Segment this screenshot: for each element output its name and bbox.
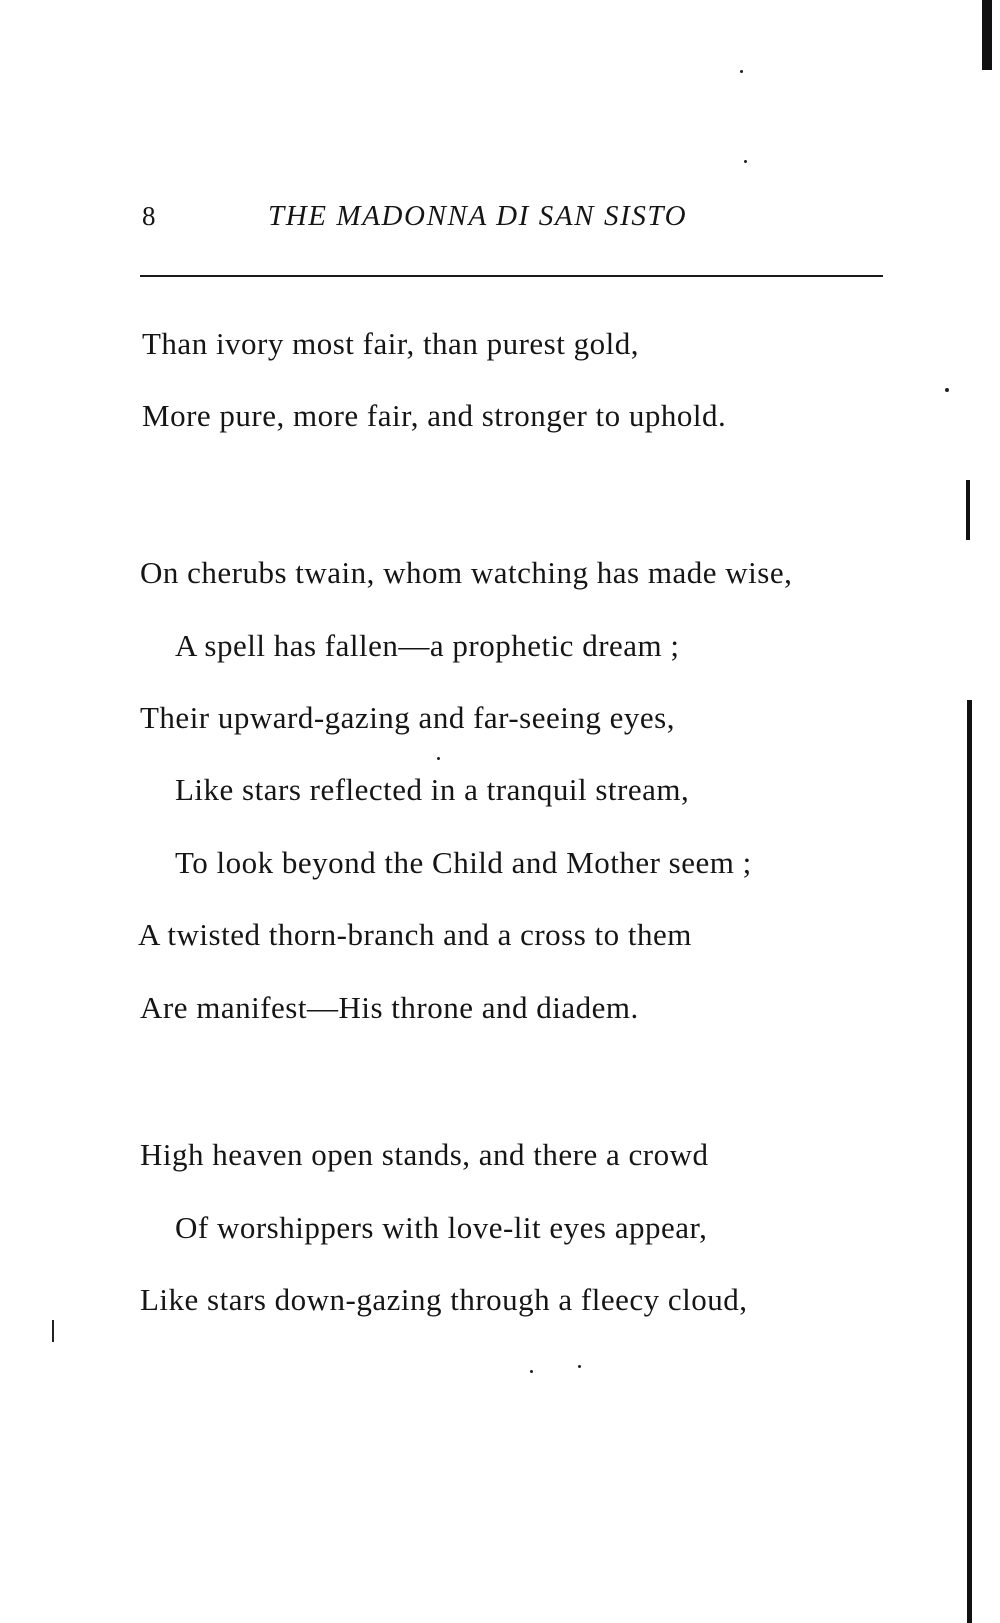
poem-line: On cherubs twain, whom watching has made wise, (140, 555, 793, 590)
poem-line: High heaven open stands, and there a crowd (140, 1137, 709, 1172)
poem-line: To look beyond the Child and Mother seem ; (175, 845, 752, 880)
poem-line: Like stars down-gazing through a fleecy cloud, (140, 1282, 748, 1317)
header-rule (140, 275, 883, 277)
poem-line: Are manifest—His throne and diadem. (140, 990, 639, 1025)
running-title: THE MADONNA DI SAN SISTO (268, 200, 688, 232)
poem-line: Than ivory most fair, than purest gold, (142, 326, 639, 361)
poem-line: Their upward-gazing and far-seeing eyes, (140, 700, 675, 735)
scan-speck (530, 1370, 533, 1373)
scan-speck (744, 160, 747, 163)
scan-edge-mark (966, 480, 970, 540)
scan-speck (52, 1320, 54, 1342)
poem-line: A twisted thorn-branch and a cross to them (138, 917, 692, 952)
scan-edge-mark (982, 0, 992, 70)
poem-line: Like stars reflected in a tranquil stream, (175, 772, 690, 807)
poem-line: A spell has fallen—a prophetic dream ; (175, 628, 680, 663)
scan-speck (945, 388, 949, 392)
scan-speck (437, 757, 440, 760)
poem-line: More pure, more fair, and stronger to uphold. (142, 398, 727, 433)
page-number: 8 (142, 201, 156, 231)
scan-edge-mark (967, 700, 972, 1623)
scan-speck (578, 1365, 581, 1368)
scan-speck (740, 70, 743, 73)
poem-line: Of worshippers with love-lit eyes appear, (175, 1210, 708, 1245)
